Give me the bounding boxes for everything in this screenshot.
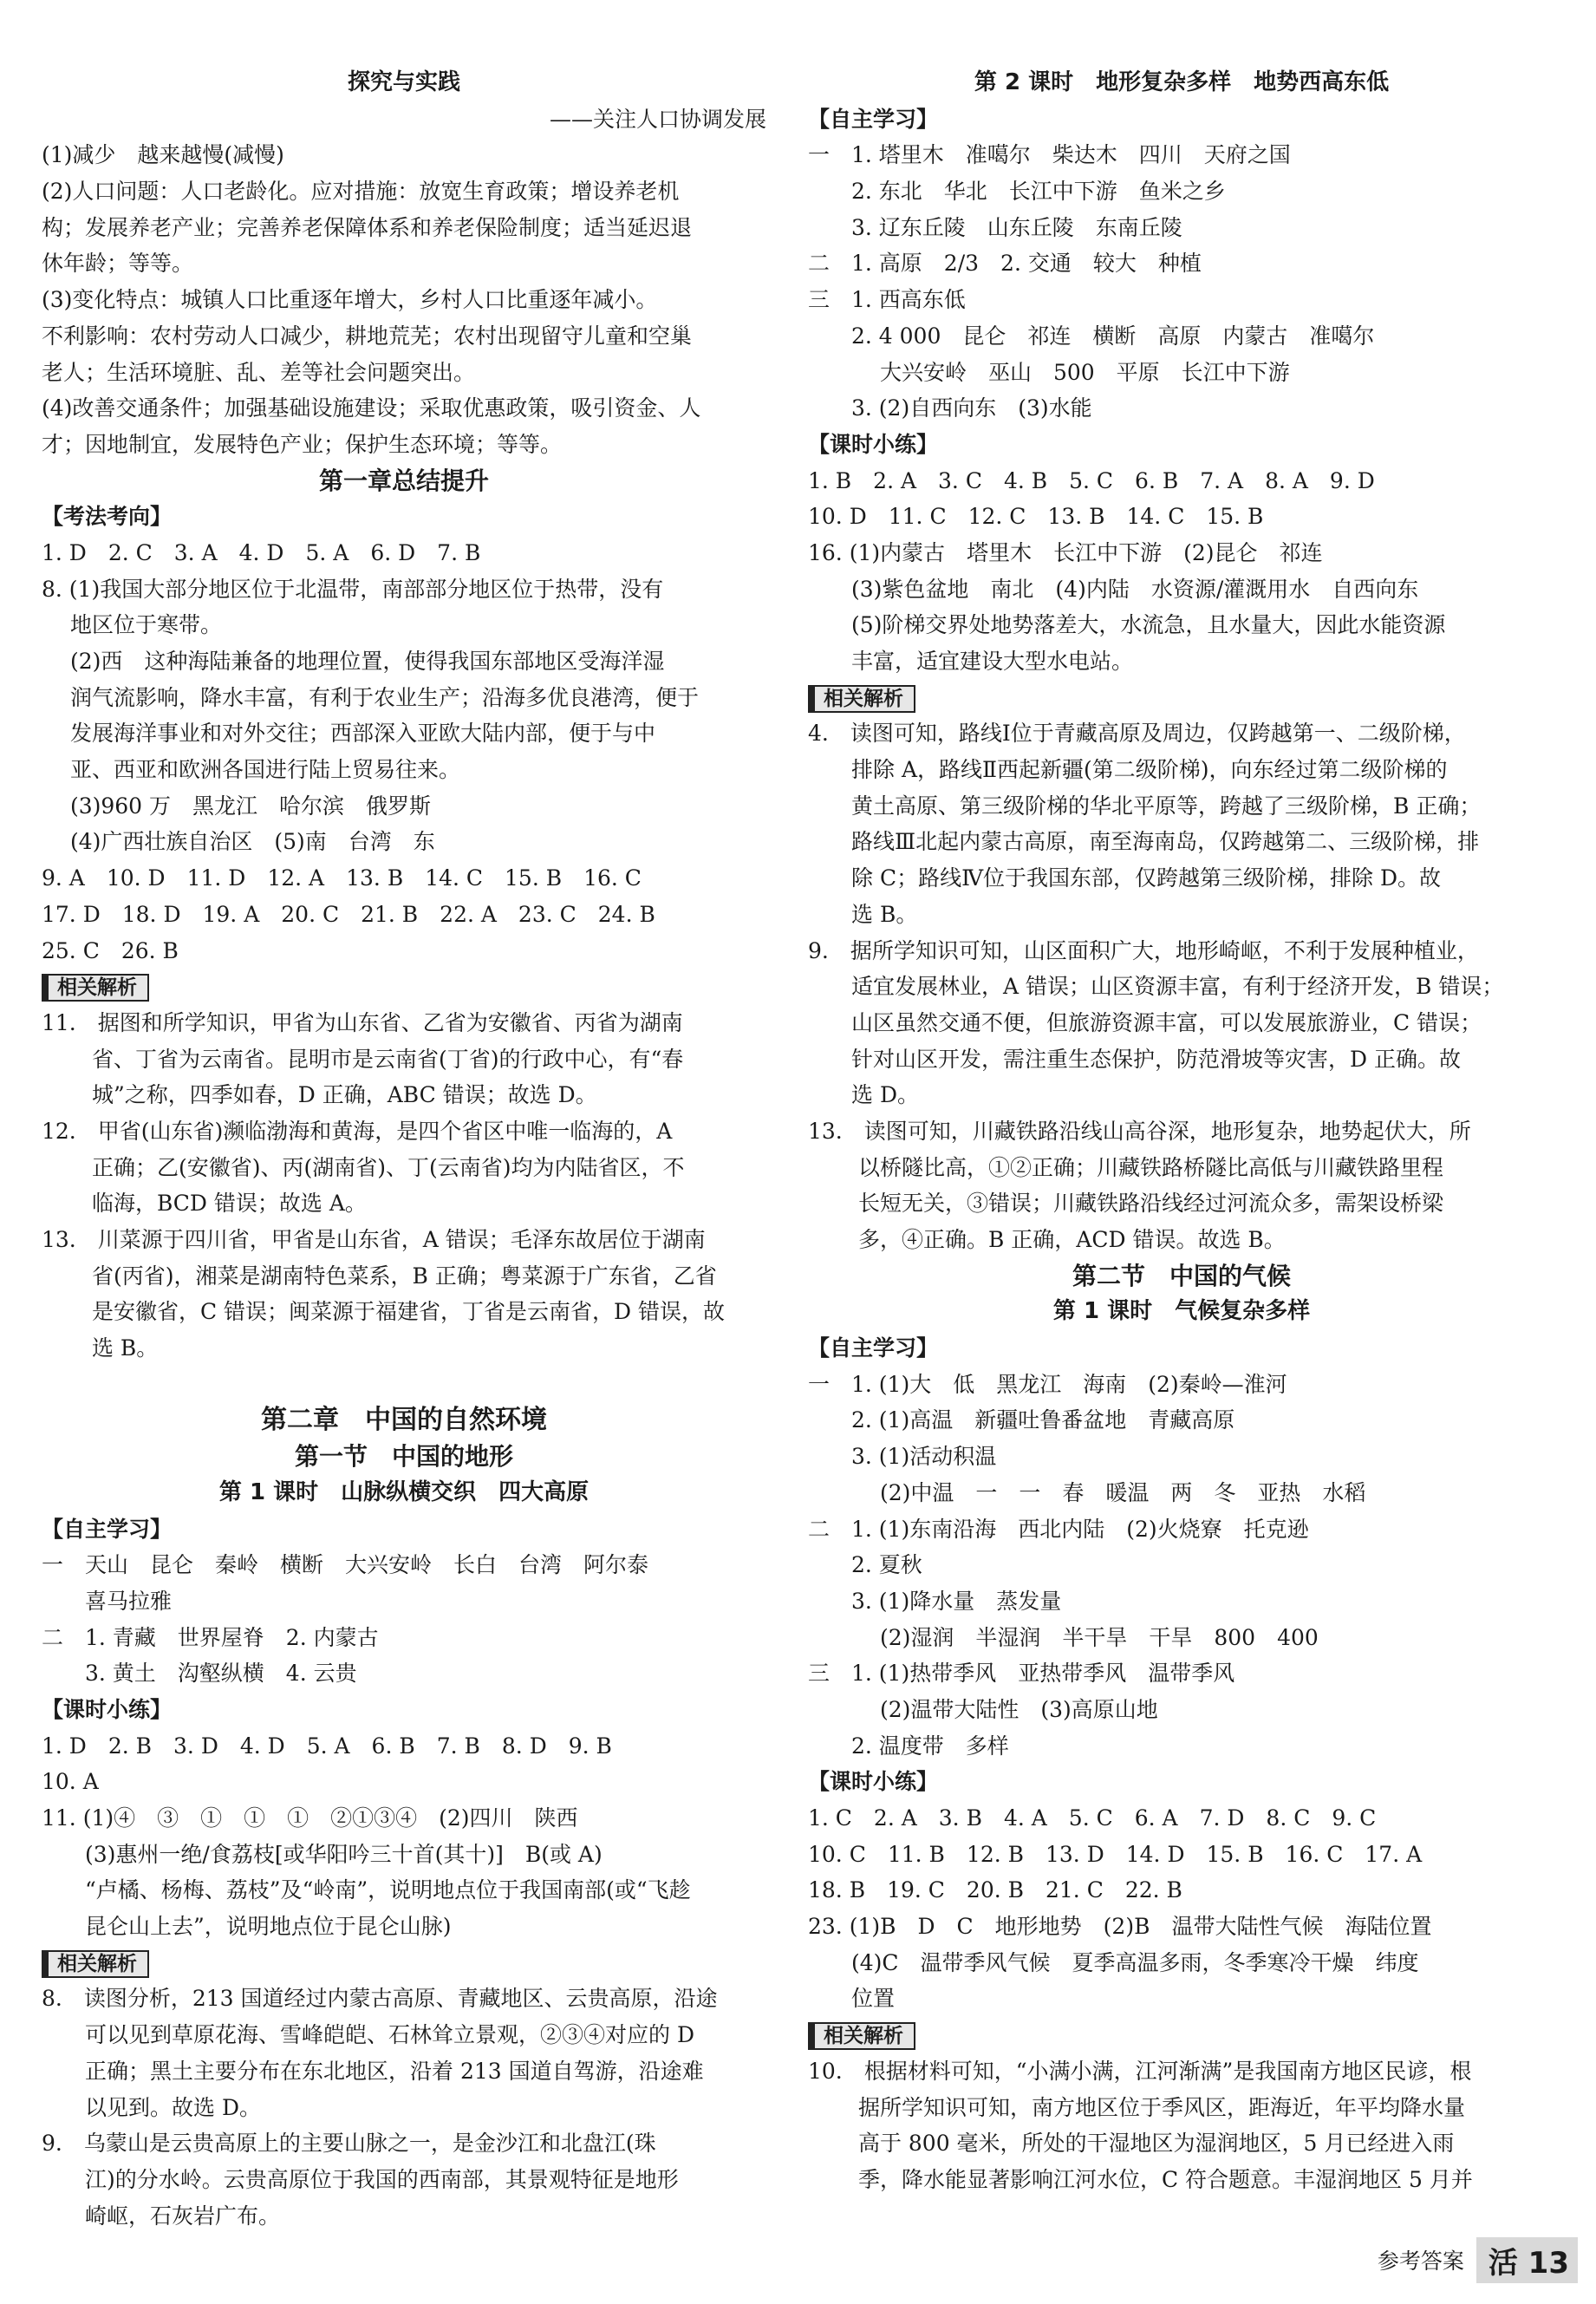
text-line: 2. 夏秋 [808, 1552, 922, 1578]
text-line: 省(丙省)，湘菜是湖南特色菜系，B 正确；粤菜源于广东省，乙省 [42, 1263, 717, 1289]
left-column [42, 65, 766, 2234]
text-line: 大兴安岭 巫山 500 平原 长江中下游 [808, 359, 1290, 385]
text-line: 2. 4 000 昆仑 祁连 横断 高原 内蒙古 准噶尔 [808, 323, 1375, 349]
subtitle-line: ——关注人口协调发展 [549, 106, 766, 132]
text-line: (4)广西壮族自治区 (5)南 台湾 东 [42, 829, 435, 855]
text-line: 江)的分水岭。云贵高原位于我国的西南部，其景观特征是地形 [42, 2166, 679, 2192]
footer-label: 参考答案 [1377, 2249, 1464, 2274]
analysis-badge-row [808, 680, 1555, 716]
text-line: 润气流影响，降水丰富，有利于农业生产；沿海多优良港湾，便于 [42, 684, 699, 710]
text-line: 一 1. (1)大 低 黑龙江 海南 (2)秦岭—淮河 [808, 1371, 1287, 1397]
lesson-heading: 第 1 课时 气候复杂多样 [1052, 1298, 1311, 1325]
text-line: 亚、西亚和欧洲各国进行陆上贸易往来。 [42, 757, 460, 783]
text-line: 9. A 10. D 11. D 12. A 13. B 14. C 15. B 16. C [42, 865, 642, 891]
subsection-label: 【课时小练】 [808, 1769, 939, 1795]
text-line: 崎岖，石灰岩广布。 [42, 2203, 281, 2229]
text-line: 季，降水能显著影响江河水位，C 符合题意。丰湿润地区 5 月并 [808, 2166, 1473, 2192]
subsection-label: 【自主学习】 [42, 1516, 173, 1542]
text-line: 13. 读图可知，川藏铁路沿线山高谷深，地形复杂，地势起伏大，所 [808, 1118, 1471, 1144]
text-line: 长短无关，③错误；川藏铁路沿线经过河流众多，需架设桥梁 [808, 1191, 1443, 1217]
text-line: 10. D 11. C 12. C 13. B 14. C 15. B [808, 504, 1264, 530]
text-line: 3. (1)活动积温 [808, 1444, 997, 1470]
text-line: 据所学知识可知，南方地区位于季风区，距海近，年平均降水量 [808, 2094, 1465, 2120]
text-line: 地区位于寒带。 [42, 612, 222, 638]
text-line: 发展海洋事业和对外交往；西部深入亚欧大陆内部，便于与中 [42, 721, 655, 747]
text-line: 休年龄；等等。 [42, 251, 194, 277]
text-line: (5)阶梯交界处地势落差大，水流急，且水量大，因此水能资源 [808, 612, 1446, 638]
text-line: 针对山区开发，需注重生态保护，防范滑坡等灾害，D 正确。故 [808, 1046, 1461, 1072]
text-line: 8. (1)我国大部分地区位于北温带，南部部分地区位于热带，没有 [42, 576, 664, 602]
text-line: 10. A [42, 1769, 99, 1795]
analysis-badge: 相关解析 [808, 2022, 915, 2050]
analysis-badge-row [42, 969, 766, 1005]
text-line: 适宜发展林业，A 错误；山区资源丰富，有利于经济开发，B 错误； [808, 974, 1504, 1000]
text-line: 多，④正确。B 正确，ACD 错误。故选 B。 [808, 1227, 1286, 1252]
lesson-heading: 第 2 课时 地形复杂多样 地势西高东低 [974, 69, 1390, 95]
text-line: 17. D 18. D 19. A 20. C 21. B 22. A 23. C 24. B [42, 901, 655, 927]
text-line: 13. 川菜源于四川省，甲省是山东省，A 错误；毛泽东故居位于湖南 [42, 1227, 706, 1252]
text-line: 3. (2)自西向东 (3)水能 [808, 395, 1092, 421]
subsection-label: 【考法考向】 [42, 504, 173, 530]
subsection-label: 【课时小练】 [42, 1696, 173, 1722]
text-line: 三 1. (1)热带季风 亚热带季风 温带季风 [808, 1661, 1235, 1687]
text-line: 以桥隧比高，①②正确；川藏铁路桥隧比高低与川藏铁路里程 [808, 1154, 1443, 1180]
text-line: 排除 A，路线Ⅱ西起新疆(第二级阶梯)，向东经过第二级阶梯的 [808, 757, 1448, 783]
text-line: (3)惠州一绝/食荔枝[或华阳吟三十首(其十)] B(或 A) [42, 1841, 603, 1867]
text-line: 二 1. (1)东南沿海 西北内陆 (2)火烧寮 托克逊 [808, 1516, 1309, 1542]
page-footer [1283, 2237, 1578, 2282]
text-line: 选 B。 [42, 1335, 159, 1361]
text-line: (4)改善交通条件；加强基础设施建设；采取优惠政策，吸引资金、人 [42, 395, 701, 421]
text-line: (2)人口问题：人口老龄化。应对措施：放宽生育政策；增设养老机 [42, 179, 680, 205]
text-line: 10. 根据材料可知，“小满小满，江河渐满”是我国南方地区民谚，根 [808, 2058, 1472, 2084]
text-line: 1. D 2. C 3. A 4. D 5. A 6. D 7. B [42, 539, 481, 565]
text-line: 一 1. 塔里木 准噶尔 柴达木 四川 天府之国 [808, 142, 1291, 168]
text-line: 25. C 26. B [42, 937, 179, 963]
text-line: (2)中温 一 一 春 暖温 两 冬 亚热 水稻 [808, 1479, 1366, 1505]
text-line: 1. D 2. B 3. D 4. D 5. A 6. B 7. B 8. D 9. B [42, 1733, 612, 1759]
text-line: “卢橘、杨梅、荔枝”及“岭南”，说明地点位于我国南部(或“飞趁 [42, 1877, 691, 1903]
text-line: 23. (1)B D C 地形地势 (2)B 温带大陆性气候 海陆位置 [808, 1914, 1432, 1940]
lesson-heading: 第 1 课时 山脉纵横交织 四大高原 [218, 1478, 590, 1505]
subsection-label: 【自主学习】 [808, 106, 939, 132]
text-line: 3. 辽东丘陵 山东丘陵 东南丘陵 [808, 214, 1182, 240]
text-line: 10. C 11. B 12. B 13. D 14. D 15. B 16. C 17. A [808, 1841, 1423, 1867]
text-line: 高于 800 毫米，所处的干湿地区为湿润地区，5 月已经进入雨 [808, 2131, 1455, 2157]
text-line: 一 天山 昆仑 秦岭 横断 大兴安岭 长白 台湾 阿尔泰 [42, 1552, 649, 1578]
text-line: 二 1. 高原 2/3 2. 交通 较大 种植 [808, 251, 1202, 277]
text-line: (2)温带大陆性 (3)高原山地 [808, 1696, 1158, 1722]
text-line: 9. 据所学知识可知，山区面积广大，地形崎岖，不利于发展种植业， [808, 937, 1479, 963]
text-line: 昆仑山上去”，说明地点位于昆仑山脉) [42, 1914, 452, 1940]
text-line: (3)紫色盆地 南北 (4)内陆 水资源/灌溉用水 自西向东 [808, 576, 1419, 602]
text-line: 2. 温度带 多样 [808, 1733, 1009, 1759]
text-line: 构；发展养老产业；完善养老保障体系和养老保险制度；适当延迟退 [42, 214, 693, 240]
text-line: 不利影响：农村劳动人口减少，耕地荒芜；农村出现留守儿童和空巢 [42, 323, 693, 349]
text-line: (1)减少 越来越慢(减慢) [42, 142, 284, 168]
text-line: 才；因地制宜，发展特色产业；保护生态环境；等等。 [42, 431, 563, 457]
text-line: 1. C 2. A 3. B 4. A 5. C 6. A 7. D 8. C 9. C [808, 1805, 1377, 1831]
text-line: 喜马拉雅 [42, 1588, 173, 1614]
text-line: (2)西 这种海陆兼备的地理位置，使得我国东部地区受海洋湿 [42, 649, 665, 674]
text-line: 3. 黄土 沟壑纵横 4. 云贵 [42, 1661, 357, 1687]
text-line: 正确；黑土主要分布在东北地区，沿着 213 国道自驾游，沿途难 [42, 2058, 704, 2084]
text-line: (3)960 万 黑龙江 哈尔滨 俄罗斯 [42, 793, 432, 819]
subsection-label: 【课时小练】 [808, 431, 939, 457]
text-line: 城”之称，四季如春，D 正确，ABC 错误；故选 D。 [42, 1082, 597, 1108]
text-line: 位置 [808, 1986, 896, 2012]
text-line: 11. 据图和所学知识，甲省为山东省、乙省为安徽省、丙省为湖南 [42, 1009, 683, 1035]
text-line: 山区虽然交通不便，但旅游资源丰富，可以发展旅游业，C 错误； [808, 1009, 1482, 1035]
text-line: 4. 读图可知，路线Ⅰ位于青藏高原及周边，仅跨越第一、二级阶梯， [808, 721, 1466, 747]
text-line: (3)变化特点：城镇人口比重逐年增大，乡村人口比重逐年减小。 [42, 287, 658, 313]
text-line: (2)湿润 半湿润 半干旱 干旱 800 400 [808, 1624, 1319, 1650]
text-line: 可以见到草原花海、雪峰皑皑、石林耸立景观，②③④对应的 D [42, 2022, 694, 2048]
spacer [42, 1367, 766, 1403]
text-line: 丰富，适宜建设大型水电站。 [808, 649, 1134, 674]
text-line: 选 D。 [808, 1082, 919, 1108]
section-heading: 第二节 中国的气候 [1072, 1261, 1291, 1290]
text-line: 18. B 19. C 20. B 21. C 22. B [808, 1877, 1182, 1903]
section-heading: 第一章总结提升 [318, 466, 489, 495]
section-heading: 第一节 中国的地形 [294, 1442, 513, 1472]
lesson-heading: 探究与实践 [347, 69, 460, 95]
text-line: 以见到。故选 D。 [42, 2094, 261, 2120]
text-line: 正确；乙(安徽省)、丙(湖南省)、丁(云南省)均为内陆省区，不 [42, 1154, 685, 1180]
text-line: 临海，BCD 错误；故选 A。 [42, 1191, 367, 1217]
analysis-badge: 相关解析 [808, 685, 915, 713]
analysis-badge: 相关解析 [42, 1950, 149, 1978]
text-line: 11. (1)④ ③ ① ① ① ②①③④ (2)四川 陕西 [42, 1805, 578, 1831]
text-line: 选 B。 [808, 901, 918, 927]
text-line: 2. (1)高温 新疆吐鲁番盆地 青藏高原 [808, 1407, 1235, 1433]
text-line: 9. 乌蒙山是云贵高原上的主要山脉之一，是金沙江和北盘江(珠 [42, 2131, 656, 2157]
text-line: 二 1. 青藏 世界屋脊 2. 内蒙古 [42, 1624, 379, 1650]
text-line: 省、丁省为云南省。昆明市是云南省(丁省)的行政中心，有“春 [42, 1046, 684, 1072]
subsection-label: 【自主学习】 [808, 1335, 939, 1361]
text-line: 三 1. 西高东低 [808, 287, 966, 313]
text-line: 12. 甲省(山东省)濒临渤海和黄海，是四个省区中唯一临海的，A [42, 1118, 673, 1144]
text-line: 是安徽省，C 错误；闽菜源于福建省，丁省是云南省，D 错误，故 [42, 1299, 726, 1325]
analysis-badge: 相关解析 [42, 974, 149, 1002]
text-line: 16. (1)内蒙古 塔里木 长江中下游 (2)昆仑 祁连 [808, 539, 1323, 565]
analysis-badge-row [42, 1945, 766, 1981]
text-line: 3. (1)降水量 蒸发量 [808, 1588, 1062, 1614]
text-line: 2. 东北 华北 长江中下游 鱼米之乡 [808, 179, 1226, 205]
text-line: 黄土高原、第三级阶梯的华北平原等，跨越了三级阶梯，B 正确； [808, 793, 1482, 819]
text-line: (4)C 温带季风气候 夏季高温多雨，冬季寒冷干燥 纬度 [808, 1949, 1419, 1975]
page-number: 活 13 [1476, 2237, 1578, 2283]
text-line: 8. 读图分析，213 国道经过内蒙古高原、青藏地区、云贵高原，沿途 [42, 1986, 718, 2012]
text-line: 1. B 2. A 3. C 4. B 5. C 6. B 7. A 8. A 9. D [808, 467, 1375, 493]
text-line: 除 C；路线Ⅳ位于我国东部，仅跨越第三级阶梯，排除 D。故 [808, 865, 1442, 891]
chapter-heading: 第二章 中国的自然环境 [261, 1405, 547, 1436]
text-line: 路线Ⅲ北起内蒙古高原，南至海南岛，仅跨越第二、三级阶梯，排 [808, 829, 1480, 855]
right-column [808, 65, 1555, 2198]
text-line: 老人；生活环境脏、乱、差等社会问题突出。 [42, 359, 476, 385]
analysis-badge-row [808, 2017, 1555, 2053]
